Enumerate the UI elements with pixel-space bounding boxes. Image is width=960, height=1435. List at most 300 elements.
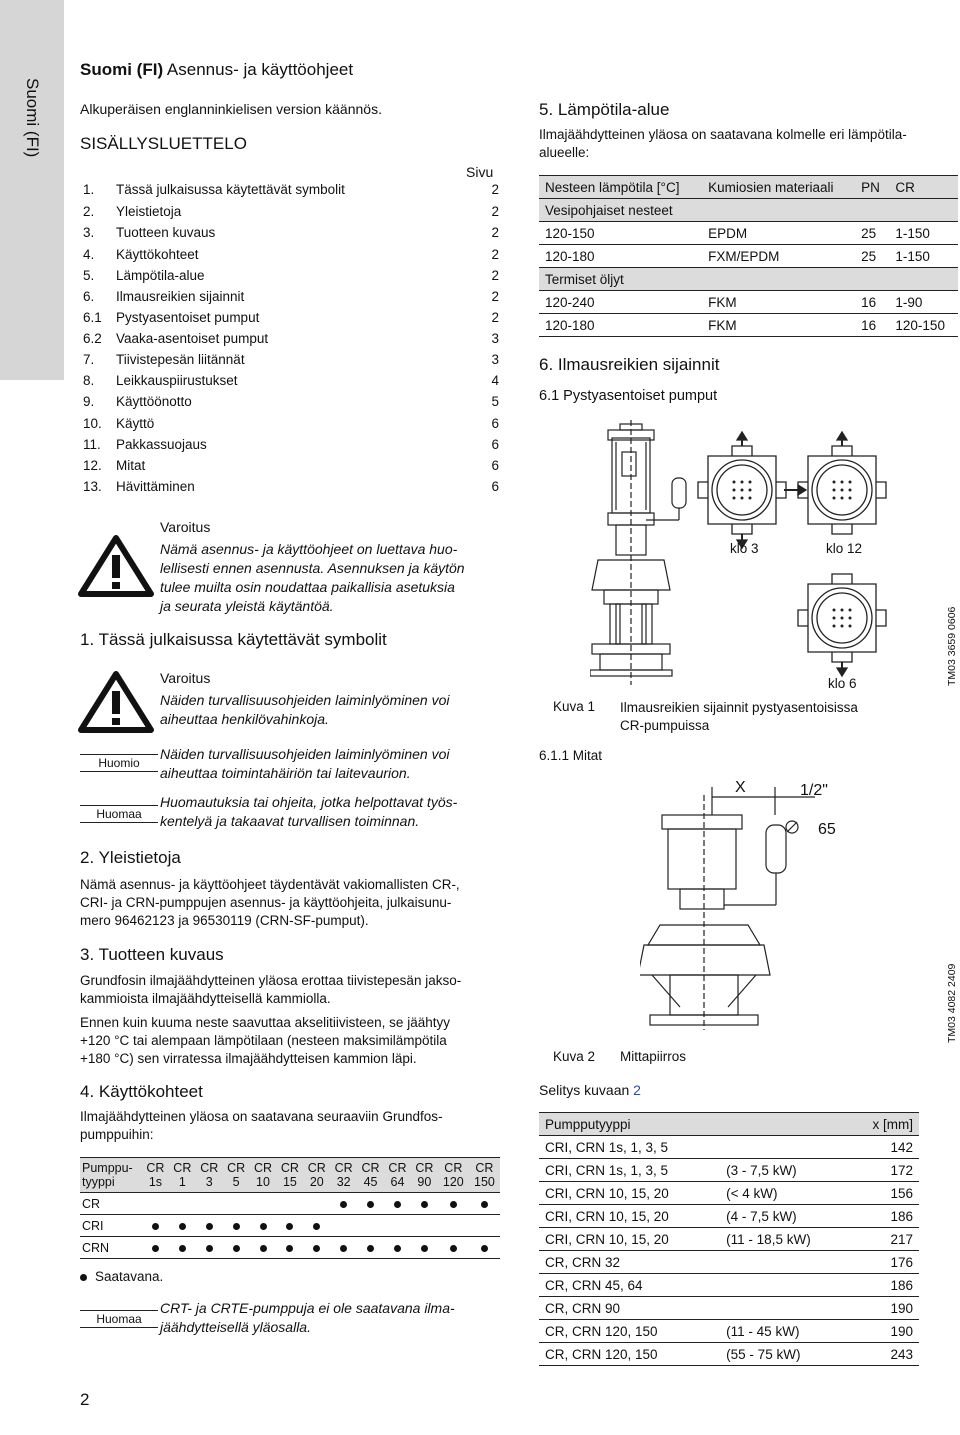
toc-item[interactable] [83,416,499,437]
toc-number: 10. [83,416,102,431]
header-cell: CR 64 [384,1158,411,1193]
availability-cell [438,1237,469,1259]
table-cell: 217 [849,1228,919,1251]
availability-cell [438,1215,469,1237]
section-1-heading: 1. Tässä julkaisussa käytettävät symbolit [80,630,387,649]
toc-item[interactable] [83,458,499,479]
header-cell: CR 10 [250,1158,277,1193]
availability-table [80,1157,500,1259]
availability-cell [196,1215,223,1237]
toc-title: SISÄLLYSLUETTELO [80,134,247,153]
figure-2-caption: Mittapiirros [620,1049,687,1064]
section-2-text [80,876,460,930]
toc-number: 13. [83,479,102,494]
toc-page: 6 [491,479,499,494]
availability-cell [276,1193,303,1215]
table-cell: (11 - 45 kW) [720,1320,849,1343]
text-line: CRI- ja CRN-pumppujen asennus- ja käyttöohjeita, julkaisunu- [80,895,452,910]
availability-cell [384,1237,411,1259]
text-line: Ilmausreikien sijainnit pystyasentoisissa [620,700,858,715]
huomaa-label: Huomaa [80,805,158,823]
table-cell: 120-150 [889,314,958,337]
toc-item[interactable] [83,204,499,225]
table-cell: CRI, CRN 10, 15, 20 [539,1182,720,1205]
table-cell: FKM [702,291,855,314]
bullet-icon [394,1201,401,1208]
availability-cell [411,1215,438,1237]
bullet-icon [206,1245,213,1252]
availability-cell [223,1193,250,1215]
availability-cell [303,1193,330,1215]
bullet-icon [152,1245,159,1252]
toc-item[interactable] [83,310,499,331]
table-cell: CRI, CRN 10, 15, 20 [539,1228,720,1251]
header-cell: Pumppu- tyyppi [80,1158,142,1193]
availability-cell [357,1215,384,1237]
table-row [539,1297,919,1320]
table-cell: (3 - 7,5 kW) [720,1159,849,1182]
table-cell: CR, CRN 45, 64 [539,1274,720,1297]
availability-cell [142,1237,169,1259]
toc-label: Tässä julkaisussa käytettävät symbolit [116,182,345,197]
warning-text [160,691,450,729]
table-row [539,314,958,337]
availability-cell [223,1215,250,1237]
text-line: lellisesti ennen asennusta. Asennuksen ja käytön [160,560,465,576]
huomaa-text [160,793,457,831]
bullet-icon [152,1223,159,1230]
toc-number: 1. [83,182,95,197]
table-cell: 172 [849,1159,919,1182]
section-4-text [80,1108,442,1144]
header-cell: CR 3 [196,1158,223,1193]
toc-item[interactable] [83,182,499,203]
section-3-text [80,972,461,1068]
bullet-icon [233,1223,240,1230]
table-cell: (11 - 18,5 kW) [720,1228,849,1251]
availability-cell [303,1237,330,1259]
header-cell: CR 45 [357,1158,384,1193]
bullet-icon [233,1245,240,1252]
bullet-icon [340,1245,347,1252]
header-cell: CR 120 [438,1158,469,1193]
toc-page-header: Sivu [466,164,494,180]
dim-x-label: X [735,779,746,796]
figure-2-label: Kuva 2 [553,1049,596,1064]
clock-label: klo 6 [828,676,857,691]
table-cell: (4 - 7,5 kW) [720,1205,849,1228]
toc-number: 3. [83,225,95,240]
bullet-icon [260,1223,267,1230]
dim-half-label: 1/2" [800,782,828,799]
toc-item[interactable] [83,225,499,246]
toc-item[interactable] [83,331,499,352]
header-title: Asennus- ja käyttöohjeet [166,60,354,79]
bullet-icon [313,1223,320,1230]
bullet-icon [179,1223,186,1230]
toc-label: Käyttö [116,416,155,431]
table-row [539,1228,919,1251]
table-cell: 1-150 [889,222,958,245]
toc-page: 2 [491,268,499,283]
availability-cell [276,1215,303,1237]
table-row [80,1215,500,1237]
table-header-row [539,176,958,199]
table-cell: 156 [849,1182,919,1205]
dimension-drawing [640,775,860,1040]
toc-page: 2 [491,289,499,304]
toc-item[interactable] [83,479,499,500]
bullet-icon [206,1223,213,1230]
toc-label: Mitat [116,458,146,473]
availability-cell [357,1193,384,1215]
toc-item[interactable] [83,268,499,289]
section-6-1-heading: 6.1 Pystyasentoiset pumput [539,388,718,404]
availability-cell [169,1215,196,1237]
table-cell [720,1274,849,1297]
text-line: Ennen kuin kuuma neste saavuttaa akselitiivisteen, se jäähtyy [80,1015,450,1030]
availability-cell [250,1215,277,1237]
toc-item[interactable] [83,247,499,268]
header-cell [720,1113,849,1136]
table-header-row [539,1113,919,1136]
warning-icon [78,671,154,733]
text-line: +120 °C tai alempaan lämpötilaan (nesteen maksimilämpötila [80,1033,447,1048]
text-line: aiheuttaa toimintahäiriön tai laitevaurion. [160,765,411,781]
legend-text: Saatavana. [95,1269,164,1284]
table-cell: CRI, CRN 1s, 1, 3, 5 [539,1136,720,1159]
availability-cell [469,1215,500,1237]
header-cell: Pumpputyyppi [539,1113,720,1136]
availability-cell [142,1215,169,1237]
table-cell: CR, CRN 120, 150 [539,1320,720,1343]
table-cell: 190 [849,1320,919,1343]
text-line: Nämä asennus- ja käyttöohjeet on luettava huo- [160,541,458,557]
toc-label: Ilmausreikien sijainnit [116,289,245,304]
availability-cell [250,1237,277,1259]
dimensions-table [539,1112,919,1366]
table-row [539,1274,919,1297]
table-cell: 1-90 [889,291,958,314]
toc-number: 8. [83,373,95,388]
huomio-label: Huomio [80,754,158,772]
table-cell: 176 [849,1251,919,1274]
warning-icon [78,535,154,597]
table-row [539,1136,919,1159]
toc-label: Pakkassuojaus [116,437,207,452]
text-line: pumppuihin: [80,1127,154,1142]
warning-title: Varoitus [160,519,211,535]
toc-label: Käyttöönotto [116,394,192,409]
toc-page: 2 [491,182,499,197]
figure-1-label: Kuva 1 [553,699,596,714]
clock-label: klo 3 [730,541,759,556]
table-cell: 120-240 [539,291,702,314]
toc-label: Käyttökohteet [116,247,199,262]
toc-page: 6 [491,437,499,452]
availability-cell [357,1237,384,1259]
table-cell: 190 [849,1297,919,1320]
bullet-icon [450,1245,457,1252]
table-row [80,1193,500,1215]
availability-cell [384,1193,411,1215]
bullet-icon [260,1245,267,1252]
table-cell: CRI, CRN 1s, 1, 3, 5 [539,1159,720,1182]
text-line: Huomautuksia tai ohjeita, jotka helpottavat työs- [160,794,458,810]
toc-label: Tiivistepesän liitännät [116,352,245,367]
temperature-table [539,175,958,337]
availability-cell [169,1237,196,1259]
text-line: Näiden turvallisuusohjeiden laiminlyöminen voi [160,692,450,708]
table-cell: EPDM [702,222,855,245]
toc-number: 11. [83,437,101,452]
toc-page: 2 [491,225,499,240]
clock-label: klo 12 [826,541,863,556]
row-label: CR [80,1193,142,1215]
huomaa-text [160,1299,455,1337]
section-3-heading: 3. Tuotteen kuvaus [80,945,224,964]
warning-title: Varoitus [160,670,211,686]
availability-cell [330,1237,357,1259]
toc-page: 2 [491,310,499,325]
text-line: Ilmajäähdytteinen yläosa on saatavana kolmelle eri lämpötila- [539,127,907,142]
bullet-icon [286,1245,293,1252]
availability-cell [411,1237,438,1259]
huomaa-label: Huomaa [80,1310,158,1328]
availability-cell [469,1237,500,1259]
text-line: tulee muilta osin noudattaa paikallisia asetuksia [160,579,455,595]
availability-cell [196,1193,223,1215]
bullet-icon [367,1201,374,1208]
toc-number: 9. [83,394,95,409]
table-cell: 186 [849,1205,919,1228]
toc-page: 4 [491,373,499,388]
text-line: Näiden turvallisuusohjeiden laiminlyöminen voi [160,746,450,762]
bullet-icon [340,1201,347,1208]
header-cell: CR [889,176,958,199]
section-4-heading: 4. Käyttökohteet [80,1082,203,1101]
text-line: CRT- ja CRTE-pumppuja ei ole saatavana ilma- [160,1300,455,1316]
text-line: aiheuttaa henkilövahinkoja. [160,711,329,727]
table-cell: FKM [702,314,855,337]
header-cell: Nesteen lämpötila [°C] [539,176,702,199]
dim-65-label: 65 [818,821,836,838]
availability-cell [438,1193,469,1215]
toc-number: 6.2 [83,331,102,346]
figure-code: TM03 3659 0606 [946,606,958,686]
toc-item[interactable] [83,394,499,415]
toc-item[interactable] [83,373,499,394]
legend-title: Selitys kuvaan [539,1082,630,1098]
bullet-icon [80,1274,87,1281]
section-6-1-1-heading: 6.1.1 Mitat [539,748,603,763]
table-cell: 16 [855,314,889,337]
text-line: mero 96462123 ja 96530119 (CRN-SF-pumput). [80,913,369,928]
availability-cell [384,1215,411,1237]
table-row [539,222,958,245]
table-cell: 25 [855,222,889,245]
toc-page: 2 [491,204,499,219]
table-cell: 120-150 [539,222,702,245]
header-cell: CR 32 [330,1158,357,1193]
toc-label: Vaaka-asentoiset pumput [116,331,269,346]
table-cell: 120-180 [539,245,702,268]
toc-number: 6. [83,289,95,304]
bullet-icon [394,1245,401,1252]
availability-cell [276,1237,303,1259]
table-cell: CRI, CRN 10, 15, 20 [539,1205,720,1228]
text-line: kentelyä ja takaavat turvallisen toiminnan. [160,813,420,829]
toc-page: 5 [491,394,499,409]
group-title: Termiset öljyt [539,268,958,291]
table-cell: 186 [849,1274,919,1297]
bullet-icon [286,1223,293,1230]
toc-number: 2. [83,204,95,219]
availability-cell [330,1193,357,1215]
table-row [539,1205,919,1228]
availability-cell [169,1193,196,1215]
toc-number: 5. [83,268,95,283]
bullet-icon [421,1201,428,1208]
header-language: Suomi (FI) [80,60,164,79]
warning-text [160,540,500,616]
header-cell: PN [855,176,889,199]
availability-legend [80,1268,163,1286]
toc-page: 3 [491,352,499,367]
table-row [539,1343,919,1366]
document-header [80,60,353,80]
toc-label: Tuotteen kuvaus [116,225,216,240]
toc-label: Leikkauspiirustukset [116,373,238,388]
table-cell [720,1251,849,1274]
legend-heading [539,1082,641,1098]
table-cell: 16 [855,291,889,314]
table-cell: (55 - 75 kW) [720,1343,849,1366]
bullet-icon [313,1245,320,1252]
table-cell: 25 [855,245,889,268]
header-cell: CR 150 [469,1158,500,1193]
toc-item[interactable] [83,352,499,373]
availability-cell [411,1193,438,1215]
toc-label: Hävittäminen [116,479,195,494]
group-row [539,199,958,222]
toc-page: 6 [491,416,499,431]
table-cell: 243 [849,1343,919,1366]
bullet-icon [367,1245,374,1252]
text-line: ja seurata yleistä käytäntöä. [160,598,334,614]
table-row [539,291,958,314]
language-tab-label: Suomi (FI) [23,78,42,158]
table-row [539,1251,919,1274]
header-cell: CR 1 [169,1158,196,1193]
availability-cell [196,1237,223,1259]
availability-cell [330,1215,357,1237]
table-cell: 1-150 [889,245,958,268]
table-cell [720,1136,849,1159]
text-line: alueelle: [539,145,590,160]
toc-label: Yleistietoja [116,204,182,219]
header-cell: Kumiosien materiaali [702,176,855,199]
availability-cell [303,1215,330,1237]
text-line: Grundfosin ilmajäähdytteinen yläosa erottaa tiivistepesän jakso- [80,973,462,988]
availability-cell [223,1237,250,1259]
table-row [539,1182,919,1205]
section-5-heading: 5. Lämpötila-alue [539,100,670,119]
header-cell: CR 5 [223,1158,250,1193]
table-cell: CR, CRN 32 [539,1251,720,1274]
section-2-heading: 2. Yleistietoja [80,848,181,867]
bullet-icon [450,1201,457,1208]
toc-item[interactable] [83,289,499,310]
table-cell: 120-180 [539,314,702,337]
section-6-heading: 6. Ilmausreikien sijainnit [539,355,720,374]
table-row [80,1237,500,1259]
table-cell: 142 [849,1136,919,1159]
table-row [539,1320,919,1343]
figure-code: TM03 4082 2409 [946,963,958,1043]
toc-page: 2 [491,247,499,262]
header-cell: CR 20 [303,1158,330,1193]
text-line: CR-pumpuissa [620,718,710,733]
availability-cell [250,1193,277,1215]
toc-number: 6.1 [83,310,102,325]
toc-number: 4. [83,247,95,262]
text-line: Nämä asennus- ja käyttöohjeet täydentävät vakiomallisten CR-, [80,877,460,892]
availability-cell [469,1193,500,1215]
row-label: CRN [80,1237,142,1259]
table-cell: FXM/EPDM [702,245,855,268]
header-cell: CR 15 [276,1158,303,1193]
text-line: Ilmajäähdytteinen yläosa on saatavana seuraaviin Grundfos- [80,1109,443,1124]
group-title: Vesipohjaiset nesteet [539,199,958,222]
toc-number: 7. [83,352,95,367]
figure-ref-link[interactable]: 2 [633,1082,641,1098]
bullet-icon [421,1245,428,1252]
table-header-row [80,1158,500,1193]
toc-page: 6 [491,458,499,473]
page-number: 2 [80,1390,90,1409]
toc-label: Pystyasentoiset pumput [116,310,260,325]
header-cell: CR 90 [411,1158,438,1193]
language-side-tab [0,0,64,380]
table-row [539,1159,919,1182]
text-line: jäähdytteisellä yläosalla. [160,1319,311,1335]
header-cell: CR 1s [142,1158,169,1193]
toc-number: 12. [83,458,102,473]
table-cell [720,1297,849,1320]
translation-note: Alkuperäisen englanninkielisen version käännös. [80,101,382,117]
section-5-text [539,126,907,162]
text-line: kammioista ilmajäähdytteisellä kammiolla. [80,991,331,1006]
table-cell: (< 4 kW) [720,1182,849,1205]
row-label: CRI [80,1215,142,1237]
huomio-text [160,745,450,783]
figure-1-caption [620,699,858,735]
bullet-icon [481,1201,488,1208]
toc-item[interactable] [83,437,499,458]
table-cell: CR, CRN 90 [539,1297,720,1320]
bullet-icon [179,1245,186,1252]
group-row [539,268,958,291]
toc-page: 3 [491,331,499,346]
header-cell: x [mm] [849,1113,919,1136]
availability-cell [142,1193,169,1215]
text-line: +180 °C) sen virratessa ilmajäähdytteisen kammion läpi. [80,1051,417,1066]
bullet-icon [481,1245,488,1252]
table-cell: CR, CRN 120, 150 [539,1343,720,1366]
toc-label: Lämpötila-alue [116,268,205,283]
table-row [539,245,958,268]
